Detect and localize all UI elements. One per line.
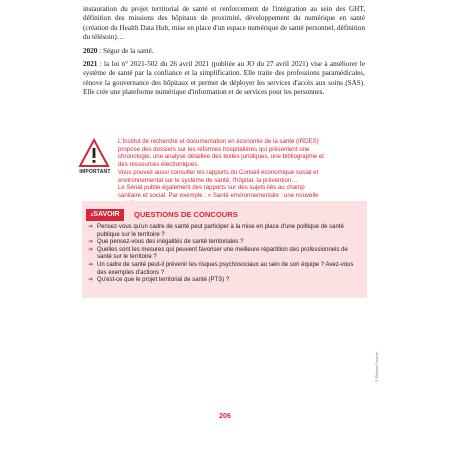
copyright-note: © Éditions Foucher (375, 351, 379, 382)
quiz-item-text: Pensez-vous qu'un cadre de santé peut participer à la mise en place d'une politique de santé publique sur le territoire ? (97, 224, 344, 238)
body-paragraph-2-text: : Ségur de la santé. (97, 46, 154, 55)
page-number: 206 (219, 413, 231, 420)
quiz-header (82, 209, 367, 221)
quiz-item-text: Un cadre de santé peut-il prévenir les risques psychosociaux au sein de son équipe ? Avez-vous des exemples d'actions ? (97, 261, 354, 276)
important-line: Vous pouvez aussi consulter les rapports du Conseil économique social et (118, 168, 319, 176)
quiz-item-text: Quelles sont les mesures qui peuvent favoriser une meilleure répartition des professionnels de santé sur le territoire ? (97, 246, 348, 261)
important-line: propose des dossiers sur les réformes hospitalières qui présentent une (118, 145, 310, 153)
important-line: Le Sénat publie également des rapports sur des sujets liés au champ (118, 184, 305, 192)
important-line: sanitaire et social. Par exemple : « Santé environnementale : une nouvelle (118, 191, 319, 199)
quiz-item (88, 262, 360, 277)
quiz-item-text: Que pensez-vous des inégalités de santé territoriales ? (97, 239, 244, 246)
arrow-right-icon: ➔ (88, 246, 94, 253)
important-line: chronologie, une analyse détaillée des textes juridiques, une bibliographie et (118, 153, 324, 161)
important-callout (78, 138, 368, 204)
quiz-item (88, 239, 360, 247)
quiz-item-text: Qu'est-ce que le projet territorial de santé (PTS) ? (97, 277, 230, 284)
quiz-item (88, 277, 360, 285)
a-savoir-badge-text: SAVOIR (93, 211, 120, 218)
quiz-title: QUESTIONS DE CONCOURS (134, 210, 238, 219)
arrow-right-icon: ➔ (88, 239, 94, 246)
body-text (83, 5, 365, 102)
important-line: environnemental sur le système de santé, l'hôpital, la prévention… (118, 176, 298, 184)
arrow-right-icon: ➔ (88, 277, 94, 284)
body-paragraph-2 (83, 47, 365, 56)
body-paragraph-3-text: : la loi n° 2021-502 du 26 avril 2021 (publiée au JO du 27 avril 2021) vise à améliorer le système de santé par la confiance et la simplification. Elle traite des professions paramédicales, rénove la gouvernance des hôpitaux et permet de déployer les services d'accès aux soins (SAS). Elle crée une plateforme numérique d'information et de services pour les personnes. (83, 60, 365, 97)
year-2021: 2021 (83, 60, 98, 69)
important-line: L'Institut de recherche et documentation en économie de la santé (IRDES) (118, 138, 319, 145)
quiz-list (88, 224, 360, 285)
arrow-right-icon: ➔ (88, 261, 94, 268)
arrow-right-icon: ➔ (88, 224, 94, 230)
important-text (118, 138, 363, 207)
quiz-item (88, 247, 360, 262)
important-line: des ressources électroniques. (118, 161, 199, 169)
year-2020: 2020 (83, 46, 98, 55)
quiz-box (82, 201, 367, 298)
a-savoir-badge (86, 209, 124, 221)
body-paragraph-3 (83, 60, 365, 98)
quiz-item (88, 224, 360, 239)
body-paragraph-1: instauration du projet territorial de santé et renforcement de l'intégration au sein des GHT, définition des missions des hôpitaux de proximité, développement du numérique en santé (création du Health Data Hub, mise en place d'un espace numérique de santé personnel, définition du télésoin)… (83, 5, 365, 42)
important-label: IMPORTANT (79, 169, 111, 175)
a-savoir-badge-prefix: À (90, 212, 94, 217)
